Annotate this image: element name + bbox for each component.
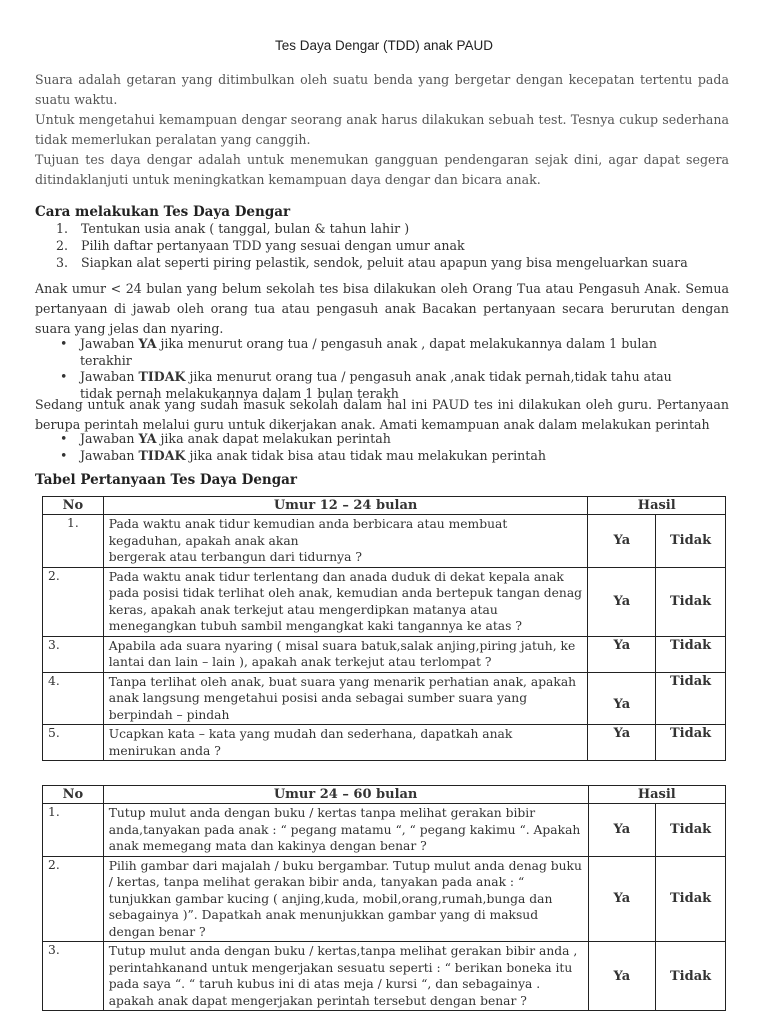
row-number: 4. — [43, 672, 104, 725]
under-school-bullets — [60, 336, 700, 402]
list-item — [56, 220, 716, 237]
row-number: 3. — [43, 942, 104, 1011]
answer-ya: Ya — [588, 636, 656, 672]
answer-tidak: Tidak — [656, 804, 726, 857]
question-text: Tutup mulut anda dengan buku / kertas tanpa melihat gerakan bibir anda,tanyakan pada anak : “ pegang matamu “, “ pegang kakimu “. Apakah anak memegang mata dan kakinya dengan benar ? — [103, 804, 588, 857]
bullet-keyword: TIDAK — [138, 447, 186, 463]
bullet-text: jika anak dapat melakukan perintah — [156, 431, 391, 446]
row-number: 1. — [43, 804, 104, 857]
answer-ya: Ya — [588, 804, 656, 857]
bullet-text: jika anak tidak bisa atau tidak mau melakukan perintah — [185, 447, 546, 463]
column-header-age: Umur 24 – 60 bulan — [103, 786, 588, 804]
step-text: Pilih daftar pertanyaan TDD yang sesuai dengan umur anak — [81, 238, 465, 253]
question-text: Apabila ada suara nyaring ( misal suara batuk,salak anjing,piring jatuh, ke lantai dan lain – lain ), apakah anak terkejut atau terlompat ? — [103, 636, 588, 672]
table-row — [43, 567, 726, 636]
question-text: Pada waktu anak tidur kemudian anda berbicara atau membuat kegaduhan, apakah anak akan bergerak atau terbangun dari tidurnya ? — [103, 515, 588, 568]
question-table-24-60 — [42, 785, 726, 1011]
bullet-keyword: TIDAK — [138, 369, 186, 384]
bullet-prefix: Jawaban — [80, 431, 139, 446]
question-text: Tanpa terlihat oleh anak, buat suara yang menarik perhatian anak, apakah anak langsung mengetahui posisi anda sebagai sumber suara yang berpindah – pindah — [103, 672, 588, 725]
bullet-text: jika menurut orang tua / pengasuh anak ,anak tidak pernah,tidak tahu atau tidak pernah melakukannya dalam 1 bulan terakh — [80, 369, 672, 401]
column-header-result: Hasil — [588, 497, 726, 515]
answer-tidak: Tidak — [656, 856, 726, 942]
step-text: Tentukan usia anak ( tanggal, bulan & tahun lahir ) — [81, 221, 410, 236]
table-row — [43, 672, 726, 725]
cara-heading: Cara melakukan Tes Daya Dengar — [35, 204, 291, 220]
school-bullets — [60, 431, 700, 464]
question-text: Pada waktu anak tidur terlentang dan anada duduk di dekat kepala anak pada posisi tidak terlihat oleh anak, kemudian anda bertepuk tangan denag keras, apakah anak terkejut atau mengerdipkan matanya atau menegangkan tubuh sambil mengangkat kaki tangannya ke atas ? — [103, 567, 588, 636]
row-number: 2. — [43, 567, 104, 636]
question-text: Pilih gambar dari majalah / buku bergambar. Tutup mulut anda denag buku / kertas, tanpa melihat gerakan bibir anda, tanyakan pada anak : “ tunjukkan gambar kucing ( anjing,kuda, mobil,orang,rumah,bunga dan sebagainya )”. Dapatkah anak menunjukkan gambar yang di maksud dengan benar ? — [103, 856, 588, 942]
question-text: Ucapkan kata – kata yang mudah dan sederhana, dapatkah anak menirukan anda ? — [103, 725, 588, 761]
step-number: 2. — [56, 238, 69, 253]
table-row — [43, 515, 726, 568]
table-row — [43, 856, 726, 942]
school-paragraph: Sedang untuk anak yang sudah masuk sekolah dalam hal ini PAUD tes ini dilakukan oleh guru. Pertanyaan berupa perintah melalui guru untuk dikerjakan anak. Amati kemampuan anak dalam melakukan perintah — [35, 397, 729, 432]
list-item — [60, 336, 700, 369]
answer-tidak: Tidak — [656, 942, 726, 1011]
column-header-no: No — [43, 786, 104, 804]
answer-tidak: Tidak — [656, 636, 726, 672]
row-number: 2. — [43, 856, 104, 942]
bullet-keyword: YA — [138, 431, 157, 446]
list-item — [56, 254, 716, 271]
question-text: Tutup mulut anda dengan buku / kertas,tanpa melihat gerakan bibir anda , perintahkanand untuk mengerjakan sesuatu seperti : “ berikan boneka itu pada saya “. “ taruh kubus ini di atas meja / kursi “, dan sebagainya . apakah anak dapat mengerjakan perintah tersebut dengan benar ? — [103, 942, 588, 1011]
step-number: 1. — [56, 221, 69, 236]
column-header-no: No — [43, 497, 104, 515]
answer-ya: Ya — [588, 672, 656, 725]
question-table-12-24 — [42, 496, 726, 761]
table-row — [43, 804, 726, 857]
answer-tidak: Tidak — [656, 515, 726, 568]
answer-ya: Ya — [588, 856, 656, 942]
row-number: 1. — [43, 515, 104, 568]
answer-ya: Ya — [588, 942, 656, 1011]
bullet-prefix: Jawaban — [80, 336, 139, 351]
answer-tidak: Tidak — [656, 567, 726, 636]
list-item — [60, 431, 700, 448]
step-text: Siapkan alat seperti piring pelastik, sendok, peluit atau apapun yang bisa mengeluarkan suara — [81, 255, 688, 270]
intro-paragraph-3: Tujuan tes daya dengar adalah untuk menemukan gangguan pendengaran sejak dini, agar dapat segera ditindaklanjuti untuk meningkatkan kemampuan daya dengar dan bicara anak. — [35, 152, 729, 187]
bullet-prefix: Jawaban — [80, 447, 139, 463]
answer-tidak: Tidak — [656, 672, 726, 725]
list-item — [56, 237, 716, 254]
column-header-age: Umur 12 – 24 bulan — [103, 497, 588, 515]
cara-steps-list — [56, 220, 716, 271]
answer-ya: Ya — [588, 725, 656, 761]
row-number: 5. — [43, 725, 104, 761]
bullet-text: jika menurut orang tua / pengasuh anak , dapat melakukannya dalam 1 bulan terakhir — [80, 336, 658, 368]
answer-ya: Ya — [588, 515, 656, 568]
table-header-row — [43, 786, 726, 804]
answer-ya: Ya — [588, 567, 656, 636]
intro-paragraph-1: Suara adalah getaran yang ditimbulkan oleh suatu benda yang bergetar dengan kecepatan tertentu pada suatu waktu. — [35, 72, 729, 107]
under-school-paragraph: Anak umur < 24 bulan yang belum sekolah tes bisa dilakukan oleh Orang Tua atau Pengasuh Anak. Semua pertanyaan di jawab oleh orang tua atau pengasuh anak Bacakan pertanyaan secara berurutan dengan suara yang jelas dan nyaring. — [35, 281, 729, 336]
column-header-result: Hasil — [588, 786, 725, 804]
table-row — [43, 942, 726, 1011]
table-heading: Tabel Pertanyaan Tes Daya Dengar — [35, 472, 298, 488]
answer-tidak: Tidak — [656, 725, 726, 761]
list-item — [60, 448, 700, 465]
table-row — [43, 725, 726, 761]
row-number: 3. — [43, 636, 104, 672]
step-number: 3. — [56, 255, 69, 270]
intro-paragraph-2: Untuk mengetahui kemampuan dengar seorang anak harus dilakukan sebuah test. Tesnya cukup sederhana tidak memerlukan peralatan yang canggih. — [35, 112, 729, 147]
table-row — [43, 636, 726, 672]
bullet-keyword: YA — [138, 336, 157, 351]
table-header-row — [43, 497, 726, 515]
document-title: Tes Daya Dengar (TDD) anak PAUD — [274, 38, 494, 53]
bullet-prefix: Jawaban — [80, 369, 139, 384]
